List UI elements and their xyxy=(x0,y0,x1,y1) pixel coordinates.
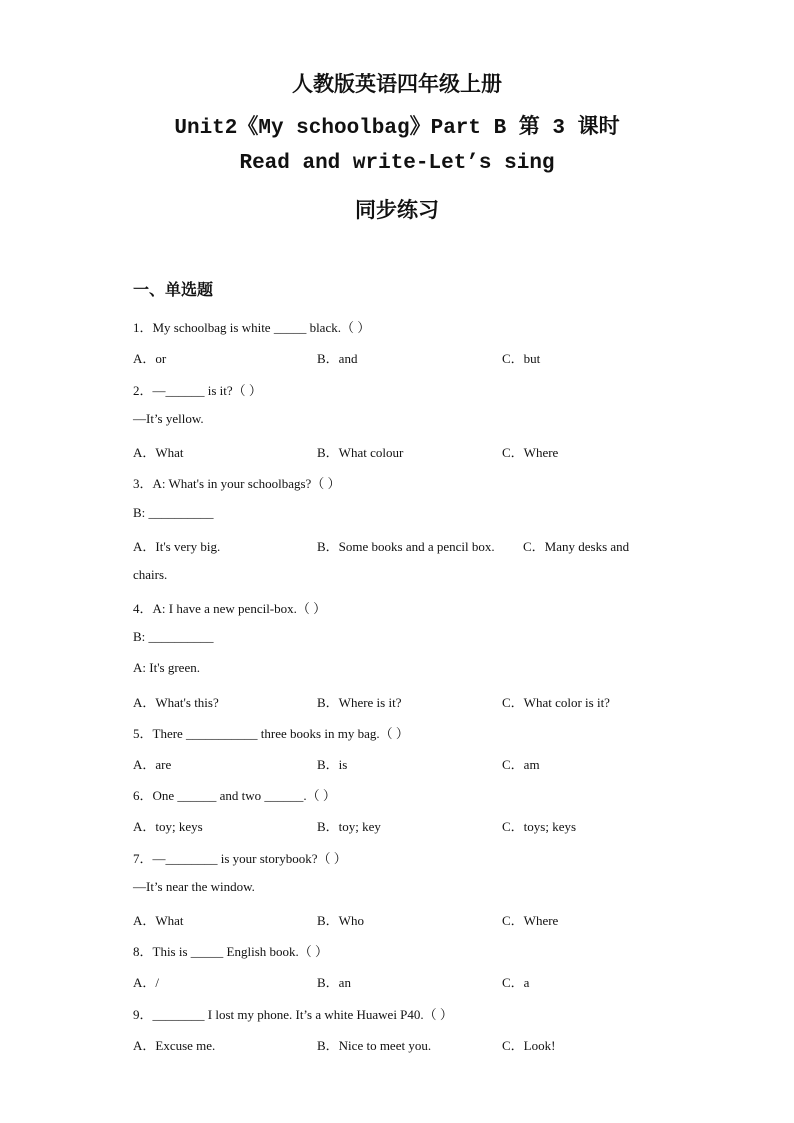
q8-option-c: C．a xyxy=(502,975,530,990)
q8-option-b: B．an xyxy=(317,975,351,990)
q8-option-a: A．/ xyxy=(133,975,160,990)
q6-option-b: B．toy; key xyxy=(317,819,381,834)
q9-option-c: C．Look! xyxy=(502,1038,556,1053)
q7-option-c: C．Where xyxy=(502,913,559,928)
unit-title: Unit2《My schoolbag》Part B 第 3 课时 xyxy=(174,117,620,140)
q7-option-b: B．Who xyxy=(317,913,364,928)
question-2-stem: 2．—______ is it?（ ） xyxy=(133,383,262,398)
q4-option-c: C．What color is it? xyxy=(502,695,610,710)
q1-option-a: A．or xyxy=(133,351,167,366)
question-3-stem: 3．A: What's in your schoolbags?（ ） xyxy=(133,476,341,491)
q5-option-a: A．are xyxy=(133,757,172,772)
q9-option-b: B．Nice to meet you. xyxy=(317,1038,432,1053)
question-9-stem: 9．________ I lost my phone. It’s a white Huawei P40.（ ） xyxy=(133,1007,453,1022)
q9-option-a: A．Excuse me. xyxy=(133,1038,216,1053)
q2-option-c: C．Where xyxy=(502,445,559,460)
question-3-dialog: B: __________ xyxy=(133,505,214,520)
lesson-title: Read and write-Let’s sing xyxy=(239,152,555,175)
question-7-dialog: —It’s near the window. xyxy=(133,879,255,894)
q7-option-a: A．What xyxy=(133,913,184,928)
q5-option-b: B．is xyxy=(317,757,348,772)
q5-option-c: C．am xyxy=(502,757,540,772)
q4-option-a: A．What's this? xyxy=(133,695,219,710)
q3-option-a: A．It's very big. xyxy=(133,539,221,554)
question-4-dialog-b: B: __________ xyxy=(133,629,214,644)
document-title: 人教版英语四年级上册 xyxy=(292,71,502,96)
q4-option-b: B．Where is it? xyxy=(317,695,402,710)
question-7-stem: 7．—________ is your storybook?（ ） xyxy=(133,851,347,866)
question-8-stem: 8．This is _____ English book.（ ） xyxy=(133,944,329,959)
question-2-dialog: —It’s yellow. xyxy=(133,411,204,426)
q2-option-b: B．What colour xyxy=(317,445,404,460)
question-5-stem: 5．There ___________ three books in my bag.（ ） xyxy=(133,726,409,741)
question-6-stem: 6．One ______ and two ______.（ ） xyxy=(133,788,336,803)
q6-option-a: A．toy; keys xyxy=(133,819,203,834)
section-heading: 一、单选题 xyxy=(133,280,214,299)
q1-option-b: B．and xyxy=(317,351,358,366)
q3-option-c: C．Many desks and xyxy=(523,539,630,554)
question-4-stem: 4．A: I have a new pencil-box.（ ） xyxy=(133,601,327,616)
question-1-stem: 1．My schoolbag is white _____ black.（ ） xyxy=(133,320,371,335)
q2-option-a: A．What xyxy=(133,445,184,460)
practice-title: 同步练习 xyxy=(355,197,439,222)
q3-option-b: B．Some books and a pencil box. xyxy=(317,539,495,554)
q3-option-c-continued: chairs. xyxy=(133,567,168,582)
question-4-dialog-a: A: It's green. xyxy=(133,660,200,675)
q6-option-c: C．toys; keys xyxy=(502,819,577,834)
q1-option-c: C．but xyxy=(502,351,541,366)
